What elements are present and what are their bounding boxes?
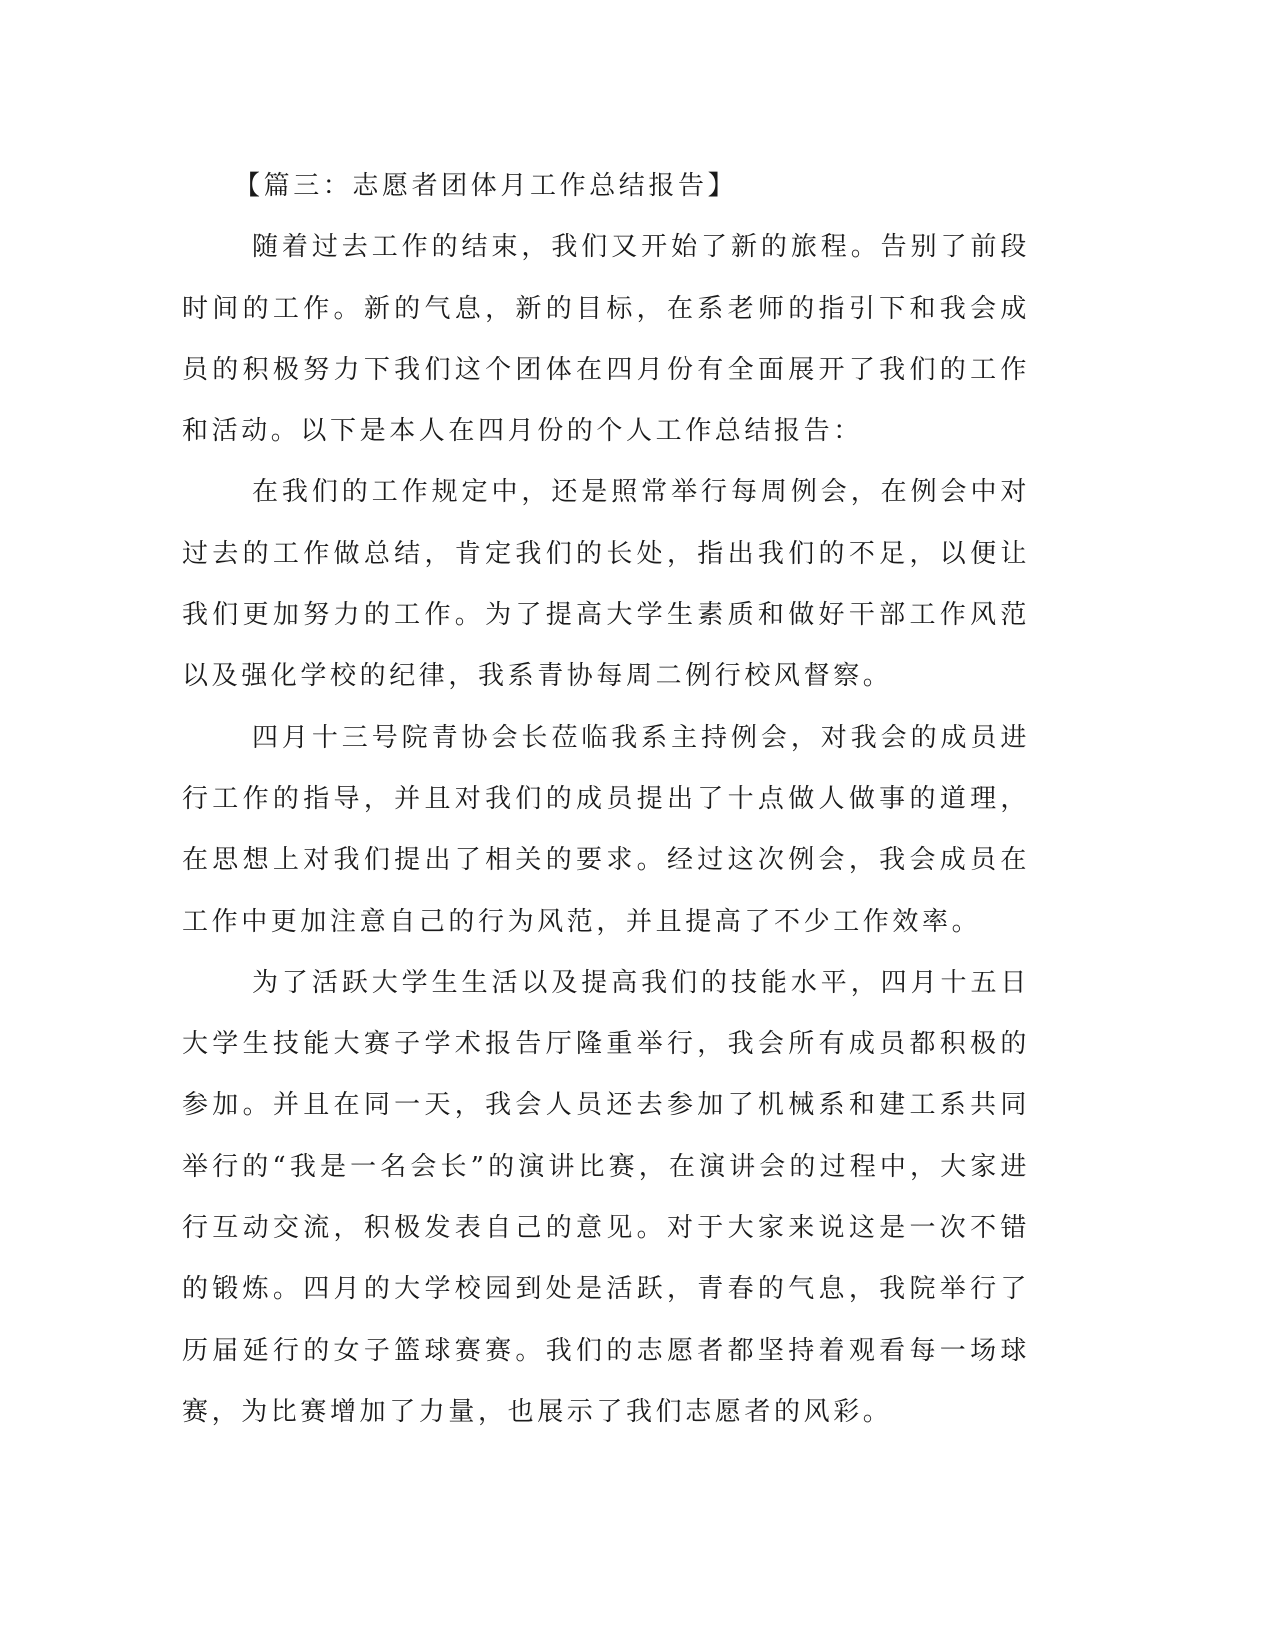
paragraph-2: 在我们的工作规定中，还是照常举行每周例会，在例会中对过去的工作做总结，肯定我们的长处，指出我们的不足，以便让我们更加努力的工作。为了提高大学生素质和做好干部工作风范以及强化学校的纪律，我系青协每周二例行校风督察。 — [182, 477, 1030, 692]
document-body — [182, 156, 1030, 1443]
paragraph-1: 随着过去工作的结束，我们又开始了新的旅程。告别了前段时间的工作。新的气息，新的目标，在系老师的指引下和我会成员的积极努力下我们这个团体在四月份有全面展开了我们的工作和活动。以下是本人在四月份的个人工作总结报告： — [182, 232, 1030, 447]
paragraph-4: 为了活跃大学生生活以及提高我们的技能水平，四月十五日大学生技能大赛子学术报告厅隆重举行，我会所有成员都积极的参加。并且在同一天，我会人员还去参加了机械系和建工系共同举行的“我是一名会长”的演讲比赛，在演讲会的过程中，大家进行互动交流，积极发表自己的意见。对于大家来说这是一次不错的锻炼。四月的大学校园到处是活跃，青春的气息，我院举行了历届延行的女子篮球赛赛。我们的志愿者都坚持着观看每一场球赛，为比赛增加了力量，也展示了我们志愿者的风彩。 — [182, 967, 1030, 1427]
section-heading: 【篇三：志愿者团体月工作总结报告】 — [234, 171, 738, 201]
paragraph-3: 四月十三号院青协会长莅临我系主持例会，对我会的成员进行工作的指导，并且对我们的成员提出了十点做人做事的道理，在思想上对我们提出了相关的要求。经过这次例会，我会成员在工作中更加注意自己的行为风范，并且提高了不少工作效率。 — [182, 722, 1030, 937]
